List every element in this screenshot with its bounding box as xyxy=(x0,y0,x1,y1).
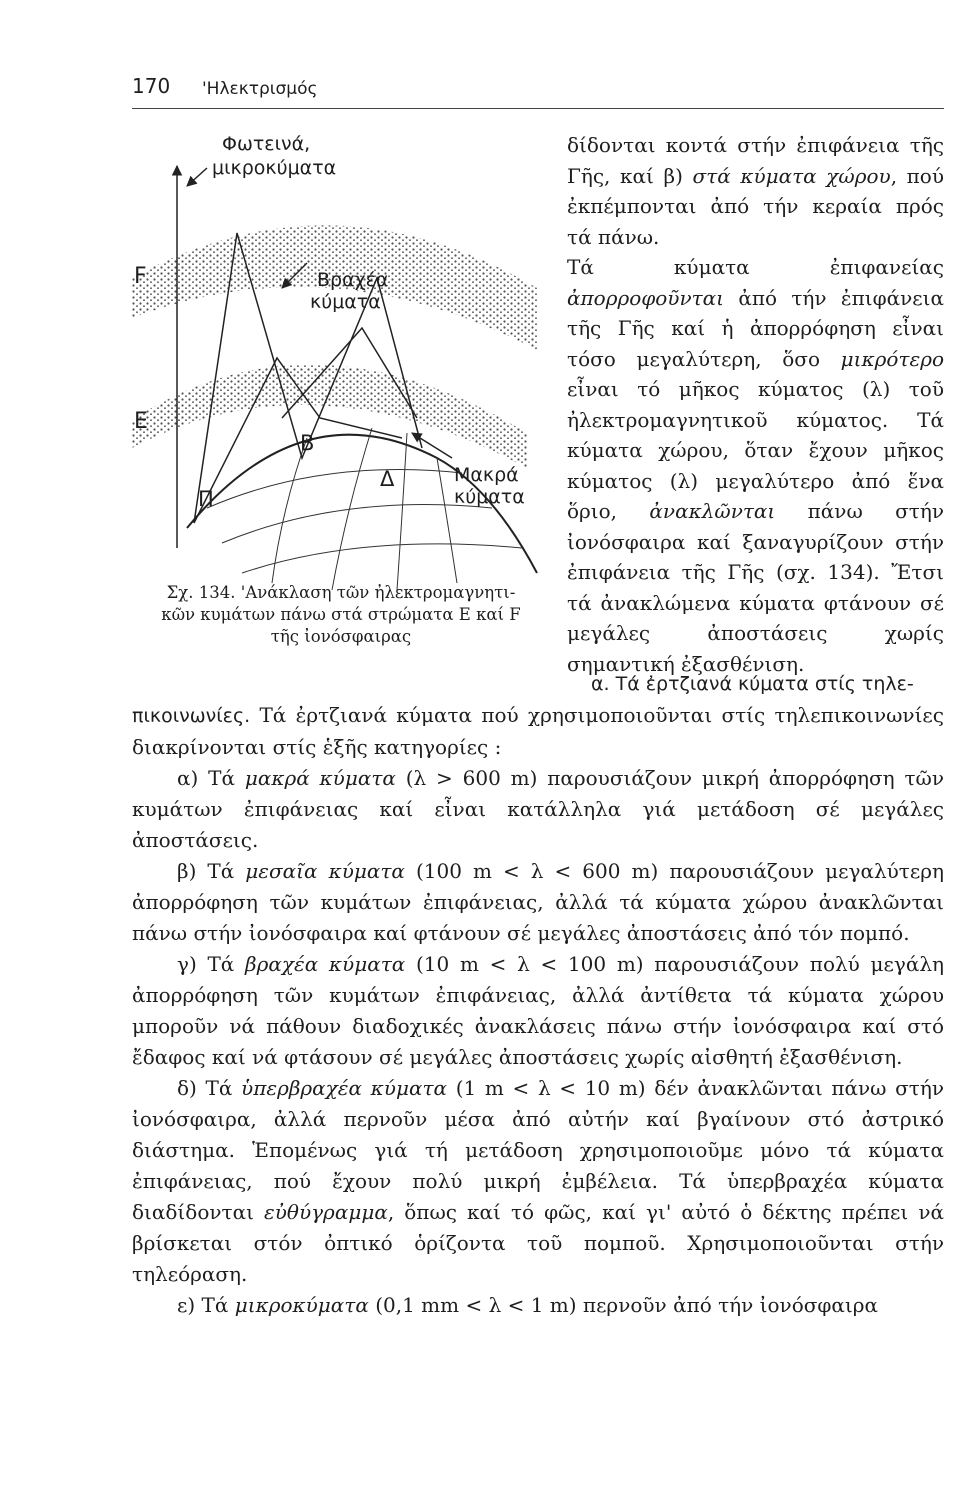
label-e: E xyxy=(134,409,148,434)
paragraph: Τά κύματα ἐπιφανείας ἀπορροφοῦνται ἀπό τήν ἐπιφάνεια τῆς Γῆς καί ἡ ἀπορρόφηση εἶναι τόσο μεγαλύτερη, ὅσο μικρότερο εἶναι τό μῆκος κύματος (λ) τοῦ ἠλεκτρομαγνητικοῦ κύματος. Τά κύματα χώρου, ὅταν ἔχουν μῆκος κύματος (λ) μεγαλύτερο ἀπό ἕνα ὅριο, ἀνακλῶνται πάνω στήν ἰονόσφαιρα καί ξαναγυρίζουν στήν ἐπιφάνεια τῆς Γῆς (σχ. 134). Ἔτσι τά ἀνακλώμενα κύματα φτάνουν σέ μεγάλες ἀποστάσεις χωρίς σημαντική ἐξασθένιση. xyxy=(567,255,944,676)
label-short-1: Βραχέα xyxy=(317,269,389,291)
label-micro-2: μικροκύματα xyxy=(212,157,337,179)
label-long-2: κύματα xyxy=(454,486,525,508)
paragraph: πικοινωνίες. Τά ἐρτζιανά κύματα πού χρησιμοποιοῦνται στίς τηλεπικοινωνίες διακρίνονται στίς ἑξῆς κατηγορίες : xyxy=(132,703,944,759)
ionosphere-figure xyxy=(132,128,550,590)
e-layer xyxy=(132,365,527,468)
label-d: Δ xyxy=(380,467,395,491)
page-number: 170 xyxy=(132,74,171,98)
paragraph: δίδονται κοντά στήν ἐπιφάνεια τῆς Γῆς, καί β) στά κύματα χώρου, πού ἐκπέμπονται ἀπό τήν κεραία πρός τά πάνω. xyxy=(567,133,945,249)
right-column-text xyxy=(567,130,944,679)
paragraph: γ) Τά βραχέα κύματα (10 m < λ < 100 m) παρουσιάζουν πολύ μεγάλη ἀπορρόφηση τῶν κυμάτων ἐπιφάνειας, ἀλλά ἀντίθετα τά κύματα χώρου μποροῦν νά πάθουν διαδοχικές ἀνακλάσεις πάνω στήν ἰονόσφαιρα καί στό ἔδαφος καί νά φτάσουν σέ μεγάλες ἀποστάσεις χωρίς αἰσθητή ἐξασθένιση. xyxy=(132,952,945,1069)
ionosphere-diagram xyxy=(132,128,550,590)
label-b: Β xyxy=(300,431,315,455)
body-text xyxy=(132,668,944,1321)
caption-line: Σχ. 134. 'Ανάκλαση τῶν ἠλεκτρομαγνητι- xyxy=(166,583,516,602)
section-heading: α. Τά ἐρτζιανά κύματα στίς τηλε- xyxy=(591,673,914,695)
label-f: F xyxy=(134,264,147,289)
label-short-2: κύματα xyxy=(310,291,381,313)
paragraph: ε) Τά μικροκύματα (0,1 mm < λ < 1 m) περνοῦν ἀπό τήν ἰονόσφαιρα xyxy=(177,1293,879,1317)
label-micro-1: Φωτεινά, xyxy=(222,133,311,155)
earth-grid xyxy=(207,428,522,590)
caption-line: τῆς ἰονόσφαιρας xyxy=(270,627,412,646)
page-header xyxy=(132,72,944,109)
paragraph: β) Τά μεσαῖα κύματα (100 m < λ < 600 m) παρουσιάζουν μεγαλύτερη ἀπορρόφηση τῶν κυμάτων ἐπιφάνειας, ἀλλά τά κύματα χώρου ἀνακλῶνται πάνω στήν ἰονόσφαιρα καί φτάνουν σέ μεγάλες ἀποστάσεις ἀπό τόν πομπό. xyxy=(132,859,944,945)
caption-line: κῶν κυμάτων πάνω στά στρώματα E καί F xyxy=(161,605,521,624)
label-p: Π xyxy=(198,487,214,511)
figure-caption xyxy=(132,582,550,648)
paragraph: δ) Τά ὑπερβραχέα κύματα (1 m < λ < 10 m) δέν ἀνακλῶνται πάνω στήν ἰονόσφαιρα, ἀλλά περνοῦν μέσα ἀπό αὐτήν καί βγαίνουν στό ἀστρικό διάστημα. Ἑπομένως γιά τή μετάδοση χρησιμοποιοῦμε μόνο τά κύματα ἐπιφάνειας, πού ἔχουν πολύ μικρή ἐμβέλεια. Τά ὑπερβραχέα κύματα διαδίδονται εὐθύγραμμα, ὅπως καί τό φῶς, καί γι' αὐτό ὁ δέκτης πρέπει νά βρίσκεται στόν ὀπτικό ὁρίζοντα τοῦ πομποῦ. Χρησιμοποιοῦνται στήν τηλεόραση. xyxy=(132,1076,945,1286)
running-title: 'Ηλεκτρισμός xyxy=(202,79,318,99)
paragraph: α) Τά μακρά κύματα (λ > 600 m) παρουσιάζουν μικρή ἀπορρόφηση τῶν κυμάτων ἐπιφάνειας καί εἶναι κατάλληλα γιά μετάδοση σέ μεγάλες ἀποστάσεις. xyxy=(132,766,944,852)
label-long-1: Μακρά xyxy=(454,464,519,486)
